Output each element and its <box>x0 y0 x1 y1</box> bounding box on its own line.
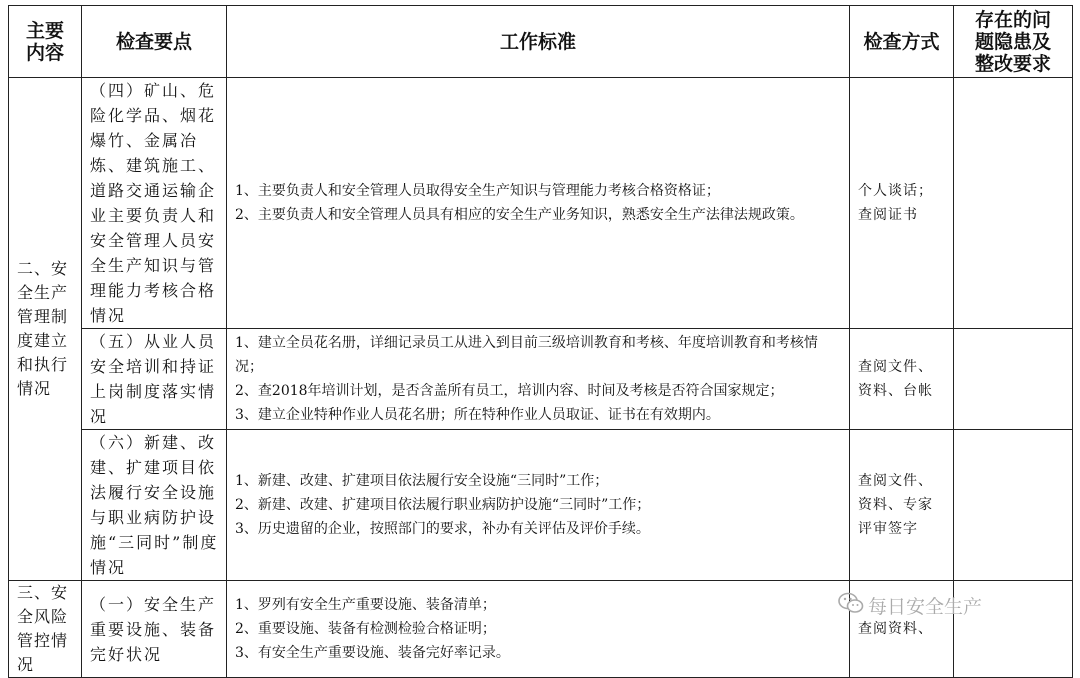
check-method: 查阅文件、资料、专家评审签字 <box>850 430 954 581</box>
standard-line: 3、建立企业特种作业人员花名册；所在特种作业人员取证、证书在有效期内。 <box>235 407 720 423</box>
standard-line: 1、主要负责人和安全管理人员取得安全生产知识与管理能力考核合格资格证； <box>235 183 720 199</box>
header-check-method: 检查方式 <box>850 6 954 78</box>
standards-cell <box>227 78 850 329</box>
wechat-icon <box>838 592 864 619</box>
table-row <box>9 430 1073 581</box>
table-row <box>9 329 1073 430</box>
header-issues: 存在的问 题隐患及 整改要求 <box>954 6 1073 78</box>
standard-line: 3、历史遗留的企业，按照部门的要求，补办有关评估及评价手续。 <box>235 521 650 537</box>
check-point: （四）矿山、危险化学品、烟花爆竹、金属冶炼、建筑施工、道路交通运输企业主要负责人和安全管理人员安全生产知识与管理能力考核合格情况 <box>82 78 227 329</box>
inspection-table <box>8 5 1073 678</box>
issues-cell <box>954 329 1073 430</box>
standard-line: 2、重要设施、装备有检测检验合格证明； <box>235 621 496 637</box>
header-check-points: 检查要点 <box>82 6 227 78</box>
watermark <box>838 592 982 619</box>
issues-cell <box>954 78 1073 329</box>
standard-line: 3、有安全生产重要设施、装备完好率记录。 <box>235 645 510 661</box>
check-point: （一）安全生产重要设施、装备完好状况 <box>82 581 227 678</box>
standard-line: 1、新建、改建、扩建项目依法履行安全设施“三同时”工作； <box>235 473 609 489</box>
standard-line: 1、建立全员花名册，详细记录员工从进入到目前三级培训教育和考核、年度培训教育和考核情况； <box>235 335 818 375</box>
check-method: 查阅文件、资料、台帐 <box>850 329 954 430</box>
standards-cell <box>227 581 850 678</box>
section-title: 二、安全生产管理制度建立和执行情况 <box>9 78 82 581</box>
standards-cell <box>227 430 850 581</box>
standard-line: 2、新建、改建、扩建项目依法履行职业病防护设施“三同时”工作； <box>235 497 651 513</box>
section-title: 三、安全风险管控情况 <box>9 581 82 678</box>
watermark-text: 每日安全生产 <box>868 596 983 618</box>
standard-line: 2、查2018年培训计划，是否含盖所有员工，培训内容、时间及考核是否符合国家规定； <box>235 383 784 399</box>
standards-cell <box>227 329 850 430</box>
check-method: 个人谈话；查阅证书 <box>850 78 954 329</box>
check-point: （五）从业人员安全培训和持证上岗制度落实情况 <box>82 329 227 430</box>
header-main-content: 主要 内容 <box>9 6 82 78</box>
check-method: 查阅资料、 <box>850 581 954 678</box>
issues-cell <box>954 430 1073 581</box>
check-point: （六）新建、改建、扩建项目依法履行安全设施与职业病防护设施“三同时”制度情况 <box>82 430 227 581</box>
standard-line: 2、主要负责人和安全管理人员具有相应的安全生产业务知识，熟悉安全生产法律法规政策。 <box>235 207 804 223</box>
standard-line: 1、罗列有安全生产重要设施、装备清单； <box>235 597 496 613</box>
header-row <box>9 6 1073 78</box>
table-row <box>9 78 1073 329</box>
header-work-standard: 工作标准 <box>227 6 850 78</box>
